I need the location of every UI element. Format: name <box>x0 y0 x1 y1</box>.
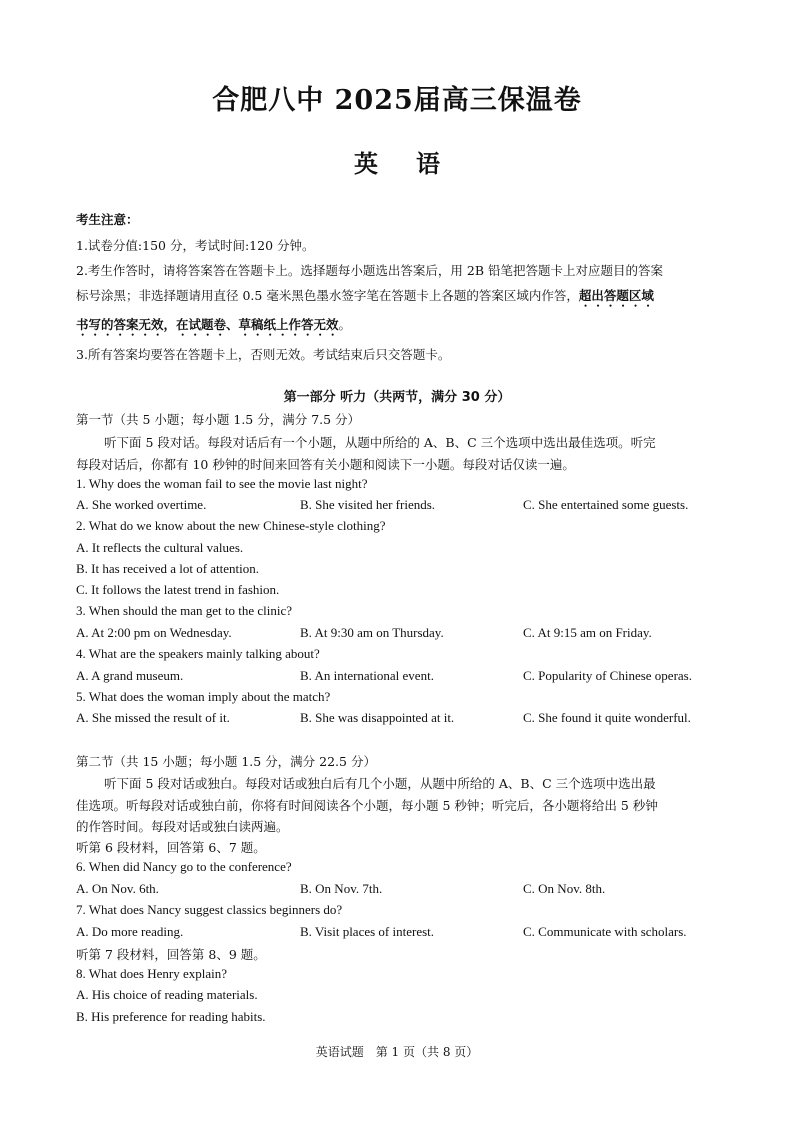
q3-option-a: A. At 2:00 pm on Wednesday. <box>76 625 232 640</box>
q5-option-c: C. She found it quite wonderful. <box>523 710 691 725</box>
question-8: 8. What does Henry explain? <box>76 966 228 981</box>
section2-instructions-line-1: 听下面 5 段对话或独白。每段对话或独白后有几个小题，从题中所给的 A、B、C 三个选项中选出最 <box>104 776 656 791</box>
q2-option-b: B. It has received a lot of attention. <box>76 561 260 576</box>
q1-option-a: A. She worked overtime. <box>76 497 207 512</box>
section1-instructions-line-2: 每段对话后，你都有 10 秒钟的时间来回答有关小题和阅读下一小题。每段对话仅读一遍。 <box>76 457 575 472</box>
question-1: 1. Why does the woman fail to see the movie last night? <box>76 476 368 491</box>
section2-heading: 第二节（共 15 小题；每小题 1.5 分，满分 22.5 分） <box>76 754 376 769</box>
notice-heading: 考生注意： <box>76 212 139 227</box>
question-7: 7. What does Nancy suggest classics beginners do? <box>76 902 343 917</box>
notice-item-2-line-3 <box>76 315 351 339</box>
question-3: 3. When should the man get to the clinic? <box>76 603 293 618</box>
q7-option-c: C. Communicate with scholars. <box>523 924 687 939</box>
q5-option-b: B. She was disappointed at it. <box>300 710 455 725</box>
q7-option-b: B. Visit places of interest. <box>300 924 435 939</box>
section1-instructions-line-1: 听下面 5 段对话。每段对话后有一个小题，从题中所给的 A、B、C 三个选项中选出最佳选项。听完 <box>104 435 656 450</box>
section2-instructions-line-3: 的作答时间。每段对话或独白读两遍。 <box>76 819 289 834</box>
q7-option-a: A. Do more reading. <box>76 924 184 939</box>
q6-option-a: A. On Nov. 6th. <box>76 881 159 896</box>
section2-instructions-line-2: 佳选项。听每段对话或独白前，你将有时间阅读各个小题，每小题 5 秒钟；听完后，各小题将给出 5 秒钟 <box>76 798 658 813</box>
q1-option-c: C. She entertained some guests. <box>523 497 689 512</box>
part1-heading: 第一部分 听力（共两节，满分 30 分） <box>283 390 511 405</box>
q5-option-a: A. She missed the result of it. <box>76 710 230 725</box>
section1-heading: 第一节（共 5 小题；每小题 1.5 分，满分 7.5 分） <box>76 412 361 427</box>
question-5: 5. What does the woman imply about the match? <box>76 689 331 704</box>
notice-item-2-line-2 <box>76 286 654 310</box>
q1-option-b: B. She visited her friends. <box>300 497 436 512</box>
q3-option-b: B. At 9:30 am on Thursday. <box>300 625 444 640</box>
q8-option-b: B. His preference for reading habits. <box>76 1009 266 1024</box>
material-6-instruction: 听第 6 段材料，回答第 6、7 题。 <box>76 840 266 855</box>
question-6: 6. When did Nancy go to the conference? <box>76 859 292 874</box>
subject-title: 英语 <box>354 149 478 178</box>
question-4: 4. What are the speakers mainly talking about? <box>76 646 320 661</box>
q4-option-c: C. Popularity of Chinese operas. <box>523 668 692 683</box>
notice-item-2-text: 标号涂黑；非选择题请用直径 0.5 毫米黑色墨水签字笔在答题卡上各题的答案区域内作答， <box>76 288 579 303</box>
notice-item-2-line-1: 2.考生作答时，请将答案答在答题卡上。选择题每小题选出答案后，用 2B 铅笔把答题卡上对应题目的答案 <box>76 263 664 278</box>
notice-emphasis-2: 书写的答案无效，在试题卷、草稿纸上作答无效 <box>76 317 339 332</box>
notice-item-1: 1.试卷分值:150 分，考试时间:120 分钟。 <box>76 238 315 253</box>
notice-emphasis-1: 超出答题区域 <box>578 288 654 303</box>
q6-option-b: B. On Nov. 7th. <box>300 881 383 896</box>
question-2: 2. What do we know about the new Chinese-style clothing? <box>76 518 386 533</box>
exam-title: 合肥八中 2025届高三保温卷 <box>212 85 582 116</box>
q4-option-a: A. A grand museum. <box>76 668 184 683</box>
material-7-instruction: 听第 7 段材料，回答第 8、9 题。 <box>76 947 266 962</box>
q2-option-a: A. It reflects the cultural values. <box>76 540 244 555</box>
page-footer: 英语试题 第 1 页（共 8 页） <box>315 1045 479 1059</box>
notice-item-3: 3.所有答案均要答在答题卡上，否则无效。考试结束后只交答题卡。 <box>76 347 451 362</box>
q4-option-b: B. An international event. <box>300 668 434 683</box>
q8-option-a: A. His choice of reading materials. <box>76 987 258 1002</box>
notice-period: 。 <box>338 317 352 332</box>
q6-option-c: C. On Nov. 8th. <box>523 881 606 896</box>
q2-option-c: C. It follows the latest trend in fashion. <box>76 582 280 597</box>
q3-option-c: C. At 9:15 am on Friday. <box>523 625 652 640</box>
